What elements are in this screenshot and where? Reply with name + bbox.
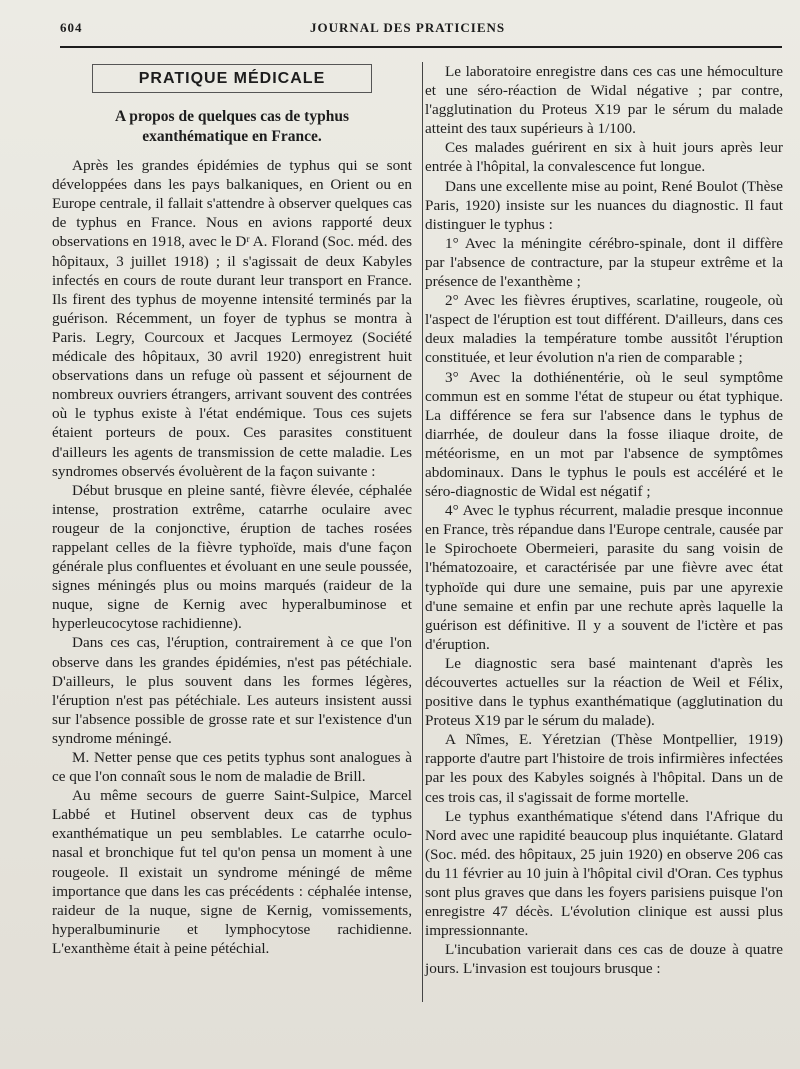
paragraph: Début brusque en pleine santé, fièvre élevée, céphalée intense, prostration extrême, catarrhe oculaire avec rougeur de la conjonctive, éruption de taches rosées rappelant celles de la fièvre typhoïde, mais d'une façon générale plus confluentes et évoluant en une seule poussée, signes méningés plus ou moins marqués (raideur de la nuque, signe de Kernig avec hyperalbuminose et hyperleucocytose rachidienne).: [52, 481, 412, 633]
paragraph: A Nîmes, E. Yéretzian (Thèse Montpellier, 1919) rapporte d'autre part l'histoire de trois infirmières infectées par les poux des Kabyles soignés à l'hôpital. Dans un de ces trois cas, il s'agissait de forme mortelle.: [425, 731, 783, 806]
page-header: [60, 20, 780, 42]
paragraph: 1° Avec la méningite cérébro-spinale, dont il diffère par l'absence de contracture, par la stupeur extrême et la présence de l'exanthème ;: [425, 234, 783, 291]
paragraph: L'incubation varierait dans ces cas de douze à quatre jours. L'invasion est toujours brusque :: [425, 941, 783, 978]
paragraph: Dans une excellente mise au point, René Boulot (Thèse Paris, 1920) insiste sur les nuances du diagnostic. Il faut distinguer le typhus :: [425, 177, 783, 233]
paragraph: 3° Avec la dothiénentérie, où le seul symptôme commun est en somme l'état de stupeur ou état typhique. La différence se fera sur l'absence dans le typhus de diarrhée, de douleur dans la fosse iliaque droite, de météorisme, en un mot par l'absence de symptômes abdominaux. Dans le typhus le pouls est accéléré et le séro-diagnostic de Widal est négatif ;: [425, 368, 783, 501]
page-number: 604: [60, 20, 83, 35]
paragraph: Dans ces cas, l'éruption, contrairement à ce que l'on observe dans les grandes épidémies, n'est pas pétéchiale. D'ailleurs, le plus souvent dans les formes légères, l'éruption n'est pas pétéchiale. Les auteurs insistent aussi sur l'absence possible de grosse rate et sur l'existence d'un syndrome méningé.: [52, 634, 412, 747]
section-title: PRATIQUE MÉDICALE: [92, 64, 372, 93]
article-title: A propos de quelques cas de typhus exanthématique en France.: [114, 108, 349, 146]
paragraph: M. Netter pense que ces petits typhus sont analogues à ce que l'on connaît sous le nom de maladie de Brill.: [52, 749, 412, 786]
header-rule: [60, 46, 782, 48]
paragraph: Le diagnostic sera basé maintenant d'après les découvertes actuelles sur la réaction de Weil et Félix, positive dans le typhus exanthématique (agglutination du Proteus X19 par le sérum du malade).: [425, 654, 783, 730]
paragraph: Au même secours de guerre Saint-Sulpice, Marcel Labbé et Hutinel observent deux cas de typhus exanthématique un peu semblables. Le catarrhe oculo-nasal et bronchique fut tel qu'on pensa un moment à une rougeole. Il existait un syndrome méningé de même importance que dans les cas précédents : céphalée intense, raideur de la nuque, signe de Kernig, vomissements, hyperalbuminurie et lymphocytose rachidienne. L'exanthème était à peine pétéchial.: [52, 787, 412, 957]
paragraph: 4° Avec le typhus récurrent, maladie presque inconnue en France, très répandue dans l'Europe centrale, causée par le Spirochoete Obermeieri, parasite du sang voisin de l'hématozoaire, et caractérisée par une fièvre avec état typhoïde qui dure une semaine, puis par une apyrexie d'une semaine et enfin par une rechute après laquelle la guérison est définitive. Il y a souvent de l'ictère et pas d'éruption.: [425, 502, 783, 653]
paragraph: Le laboratoire enregistre dans ces cas une hémoculture et une séro-réaction de Widal négative ; par contre, l'agglutination du Proteus X19 par le sérum du malade atteint des taux supérieurs à 1/100.: [425, 63, 783, 138]
paragraph: Ces malades guérirent en six à huit jours après leur entrée à l'hôpital, la convalescence fut longue.: [425, 139, 783, 176]
paragraph: Le typhus exanthématique s'étend dans l'Afrique du Nord avec une rapidité beaucoup plus inquiétante. Glatard (Soc. méd. des hôpitaux, 25 juin 1920) en observe 206 cas du 11 février au 10 juin à l'hôpital civil d'Oran. Ces typhus sont plus graves que dans les foyers parisiens puisque l'on enregistre 47 décès. L'évolution clinique est aussi plus impressionnante.: [425, 807, 783, 940]
paragraph: Après les grandes épidémies de typhus qui se sont développées dans les pays balkaniques, en Orient ou en Europe centrale, il fallait s'attendre à observer quelques cas de typhus en France. Nous en avions rapporté deux observations en 1918, avec le Dʳ A. Florand (Soc. méd. des hôpitaux, 3 juillet 1918) ; il s'agissait de deux Kabyles infectés en cours de route durant leur transport en France. Ils firent des typhus de moyenne intensité terminés par la guérison. Récemment, un foyer de typhus se montra à Paris. Legry, Courcoux et Jacques Lermoyez (Société médicale des hôpitaux, 30 avril 1920) enregistrent huit observations dans un refuge où passent et séjournent de nombreux ouvriers étrangers, arrivant souvent des contrées où le typhus existe à l'état endémique. Tous ces sujets étaient porteurs de poux. Ces parasites constituent d'ailleurs les agents de transmission de cette maladie. Les syndromes observés évoluèrent de la façon suivante :: [52, 157, 412, 480]
column-divider: [422, 62, 423, 1002]
paragraph: 2° Avec les fièvres éruptives, scarlatine, rougeole, où l'aspect de l'éruption est tout différent. D'ailleurs, dans ces deux maladies la température tombe aussitôt l'éruption constituée, et leur évolution n'a rien de comparable ;: [425, 292, 783, 367]
left-column: [52, 62, 412, 958]
journal-title: JOURNAL DES PRATICIENS: [310, 20, 506, 35]
right-column: [425, 62, 783, 979]
